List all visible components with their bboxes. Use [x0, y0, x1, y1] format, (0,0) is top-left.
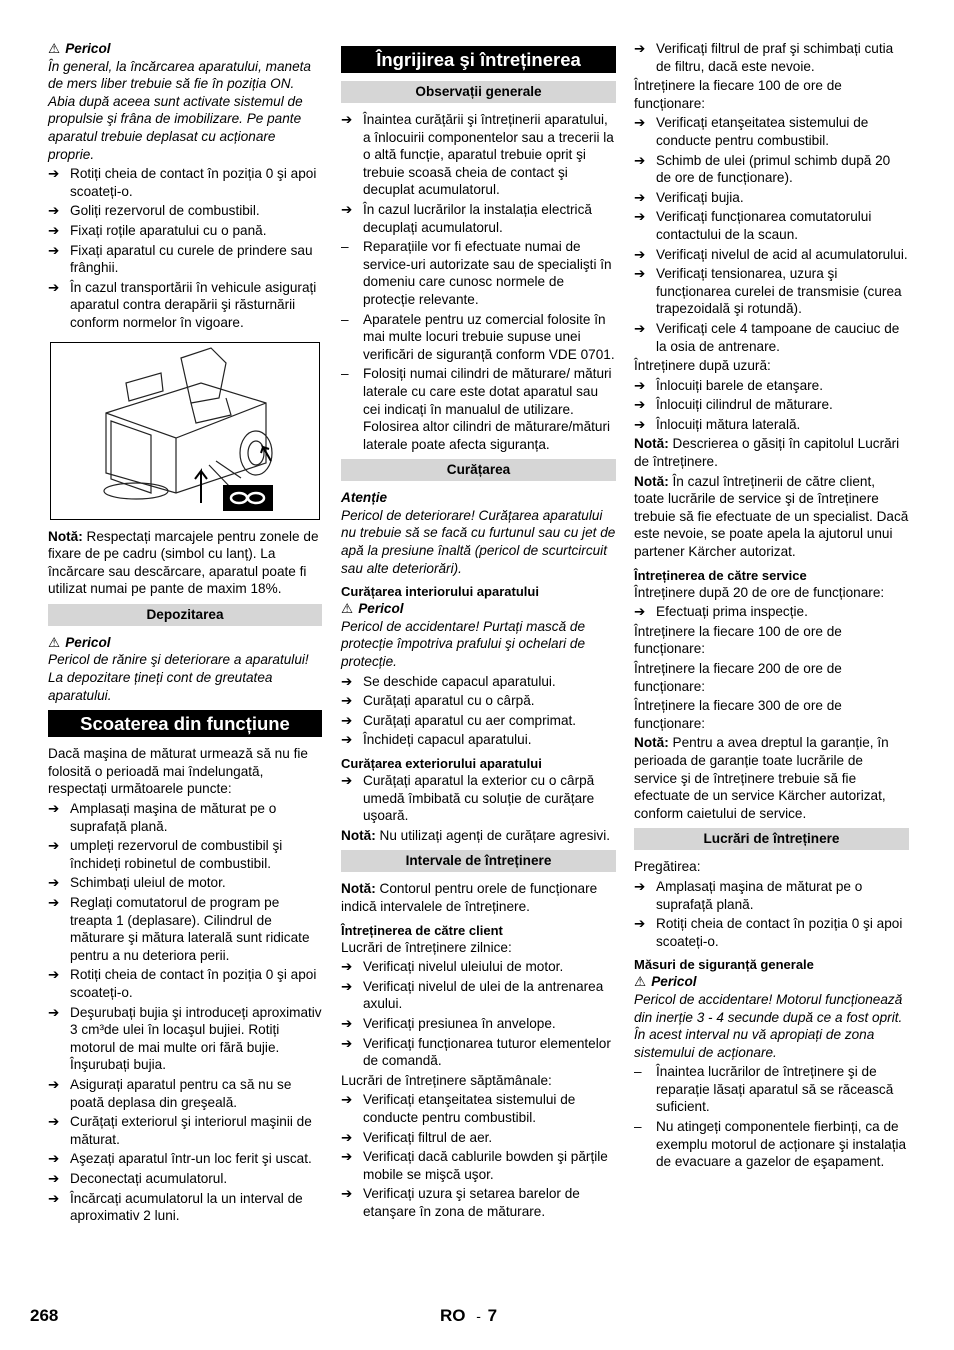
interval-label: Întreținere la fiecare 100 de ore de funcționare:: [634, 78, 842, 111]
list-item: [48, 800, 322, 835]
arrow-right-icon: ➔: [48, 242, 60, 258]
list-item: [48, 222, 322, 240]
arrow-list: [341, 673, 616, 749]
arrow-right-icon: ➔: [48, 1004, 60, 1020]
arrow-right-icon: ➔: [634, 266, 646, 282]
list-item-text: Se deschide capacul aparatului.: [363, 673, 556, 689]
arrow-right-icon: ➔: [634, 916, 646, 932]
section-cleaning: Curățarea: [341, 459, 616, 481]
dash-marker: –: [341, 311, 349, 327]
list-item: [634, 246, 909, 264]
heading-care: Îngrijirea şi întreținerea: [341, 46, 616, 73]
list-item: [341, 365, 616, 453]
list-item-text: Verificați cele 4 tampoane de cauciuc de la osia de antrenare.: [656, 320, 900, 354]
heading-service: Întreținerea de către service: [634, 567, 807, 583]
warning-text: Pericol de accidentare! Motorul funcționează din inerție 3 - 4 secunde după ce a fost oprit. În acest interval nu vă apropiați de zona sistemului de acționare.: [634, 991, 903, 1060]
arrow-right-icon: ➔: [48, 967, 60, 983]
list-item: [341, 958, 616, 976]
column-right: [634, 40, 909, 1173]
arrow-right-icon: ➔: [341, 732, 353, 748]
arrow-right-icon: ➔: [48, 203, 60, 219]
list-item-text: Rotiți cheia de contact în poziția 0 şi apoi scoateți-o.: [70, 967, 317, 1000]
list-item: [48, 202, 322, 220]
arrow-list: [634, 40, 909, 75]
list-item: [48, 1190, 322, 1225]
arrow-right-icon: ➔: [341, 712, 353, 728]
sweeper-drawing: [51, 343, 319, 519]
list-item-text: Fixați roțile aparatului cu o pană.: [70, 222, 267, 238]
arrow-list: [341, 1091, 616, 1220]
list-item: [634, 915, 909, 950]
warning-triangle-icon: ⚠: [48, 634, 61, 650]
warning-heading: ⚠ Pericol: [341, 601, 404, 617]
arrow-list: [341, 958, 616, 1070]
arrow-right-icon: ➔: [48, 875, 60, 891]
list-item: [634, 40, 909, 75]
list-item-text: Curățați aparatul cu aer comprimat.: [363, 712, 577, 728]
arrow-right-icon: ➔: [634, 377, 646, 393]
daily-label: Lucrări de întreținere zilnice:: [341, 939, 512, 955]
list-item-text: Rotiți cheia de contact în poziția 0 şi apoi scoateți-o.: [656, 916, 903, 949]
list-item-text: Verificați etanşeitatea sistemului de conducte pentru combustibil.: [656, 115, 869, 148]
interval-label: Întreținere la fiecare 300 de ore de funcționare:: [634, 698, 842, 731]
interval-label: Întreținere la fiecare 100 de ore de funcționare:: [634, 623, 842, 657]
arrow-right-icon: ➔: [48, 838, 60, 854]
list-item-text: Verificați dacă cablurile bowden şi părțile mobile se mişcă uşor.: [363, 1149, 608, 1182]
list-item-text: Închideți capacul aparatului.: [363, 732, 532, 748]
arrow-right-icon: ➔: [48, 1076, 60, 1092]
list-item: [48, 1170, 322, 1188]
arrow-right-icon: ➔: [634, 246, 646, 262]
note: Notă: Descrierea o găsiți în capitolul Lucrări de întreținere.: [634, 436, 900, 470]
dash-marker: –: [634, 1064, 642, 1080]
list-item-text: Înaintea lucrărilor de întreținere şi de reparație lăsați aparatul să se răcească suficient.: [656, 1064, 894, 1115]
arrow-right-icon: ➔: [48, 1114, 60, 1130]
list-item: [48, 165, 322, 200]
list-item-text: Verificați nivelul de acid al acumulatorului.: [656, 246, 908, 262]
list-item: [634, 878, 909, 913]
list-item-text: Amplasați maşina de măturat pe o suprafață plană.: [70, 801, 277, 834]
arrow-right-icon: ➔: [341, 978, 353, 994]
arrow-right-icon: ➔: [634, 152, 646, 168]
arrow-right-icon: ➔: [341, 1015, 353, 1031]
warning-triangle-icon: ⚠: [48, 41, 61, 56]
list-item-text: Încărcați acumulatorul la un interval de aproximativ 2 luni.: [70, 1190, 303, 1224]
list-item: [634, 208, 909, 243]
arrow-right-icon: ➔: [634, 397, 646, 413]
list-item-text: Folosiți numai cilindri de măturare/ mături laterale cu care este dotat aparatul sau cei indicați în manualul de utilizare. Folosirea altor cilindri de măturare/mături laterale poate afecta siguranța.: [363, 366, 612, 452]
arrow-right-icon: ➔: [634, 878, 646, 894]
list-item-text: Verificați nivelul uleiului de motor.: [363, 959, 564, 975]
list-item: [341, 311, 616, 364]
list-item: [634, 377, 909, 395]
list-item-text: Deşurubați bujia şi introduceți aproximativ 3 cm³de ulei în locaşul bujiei. Rotiți motorul de mai multe ori fără bujie. Înşurubați bujia.: [70, 1004, 322, 1073]
list-item-text: În cazul lucrărilor la instalația electrică decuplați acumulatorul.: [363, 201, 592, 235]
list-item-text: Verificați funcționarea tuturor elementelor de comandă.: [363, 1035, 611, 1069]
list-item-text: Reparațiile vor fi efectuate numai de service-uri autorizate sau de specialişti în domeniu care cunosc normele de protecție relevante.: [363, 239, 612, 307]
list-item: [634, 416, 909, 434]
arrow-right-icon: ➔: [341, 673, 353, 689]
list-item-text: Verificați filtrul de praf şi schimbați cutia de filtru, dacă este nevoie.: [656, 41, 894, 74]
list-item-text: umpleți rezervorul de combustibil şi închideți robinetul de combustibil.: [70, 838, 283, 871]
list-item-text: Asigurați aparatul pentru ca să nu se poată deplasa din greşeală.: [70, 1076, 292, 1110]
column-left: [48, 40, 322, 1227]
mixed-list: [341, 111, 616, 453]
dash-marker: –: [341, 366, 349, 382]
list-item: [341, 978, 616, 1013]
list-item-text: Aşezați aparatul într-un loc ferit şi uscat.: [70, 1151, 312, 1167]
list-item-text: Nu atingeți componentele fierbinți, ca de exemplu motorul de acționare şi instalația de evacuare a gazelor de eşapament.: [656, 1119, 907, 1170]
list-item-text: Reglați comutatorul de program pe treapta 1 (deplasare). Cilindrul de măturare şi mătura laterală sunt ridicate pentru a nu deteriora perii.: [70, 895, 310, 963]
arrow-right-icon: ➔: [634, 320, 646, 336]
arrow-list: [634, 377, 909, 434]
list-item-text: Înlocuiți cilindrul de măturare.: [656, 397, 833, 413]
weekly-label: Lucrări de întreținere săptămânale:: [341, 1072, 552, 1088]
note: Notă: Respectați marcajele pentru zonele de fixare de pe cadru (simbol cu lanț). La încărcare sau descărcare, aparatul poate fi utilizat numai pe pante de maxim 18%.: [48, 528, 319, 597]
warning-heading: ⚠ Pericol: [48, 634, 111, 650]
heading-decommission: Scoaterea din funcțiune: [48, 710, 322, 737]
interval-label: Întreținere după 20 de ore de funcționare:: [634, 584, 885, 600]
list-item: [634, 603, 909, 621]
list-item: [48, 1076, 322, 1111]
dash-marker: –: [341, 239, 349, 255]
list-item-text: Verificați etanşeitatea sistemului de conducte pentru combustibil.: [363, 1092, 576, 1125]
list-item: [634, 320, 909, 355]
list-item: [634, 1063, 909, 1116]
list-item: [48, 966, 322, 1001]
warning-triangle-icon: ⚠: [634, 974, 647, 990]
arrow-right-icon: ➔: [48, 1190, 60, 1206]
list-item-text: În cazul transportării în vehicule asigurați aparatul contra derapării şi răsturnării conform normelor în vigoare.: [70, 279, 317, 330]
warning-text: Pericol de accidentare! Purtați mască de protecție împotriva prafului şi ochelari de protecție.: [341, 618, 586, 670]
list-item-text: Amplasați maşina de măturat pe o suprafață plană.: [656, 878, 863, 912]
list-item-text: Goliți rezervorul de combustibil.: [70, 203, 260, 219]
machine-illustration: [50, 342, 320, 520]
list-item-text: Fixați aparatul cu curele de prindere sau frânghii.: [70, 242, 313, 276]
section-works: Lucrări de întreținere: [634, 828, 909, 850]
list-item: [341, 1185, 616, 1220]
arrow-list: [634, 878, 909, 950]
arrow-right-icon: ➔: [341, 1129, 353, 1145]
list-item: [634, 396, 909, 414]
arrow-right-icon: ➔: [341, 693, 353, 709]
arrow-right-icon: ➔: [48, 895, 60, 910]
arrow-right-icon: ➔: [341, 773, 353, 788]
list-item: [341, 692, 616, 710]
list-item: [634, 152, 909, 187]
note: Notă: Pentru a avea dreptul la garanție, în perioada de garanție toate lucrările de service şi de întreținere trebuie să fie efectuate de un service Kärcher autorizat, conform caietului de service.: [634, 735, 889, 821]
attention-heading: Atenție: [341, 490, 388, 506]
dash-marker: –: [634, 1119, 642, 1135]
arrow-list: [634, 603, 909, 621]
arrow-list: [341, 772, 616, 825]
note: Notă: Nu utilizați agenți de curățare agresivi.: [341, 827, 610, 843]
arrow-list: [48, 165, 322, 331]
arrow-right-icon: ➔: [634, 189, 646, 205]
arrow-right-icon: ➔: [48, 222, 60, 238]
arrow-right-icon: ➔: [48, 279, 60, 295]
list-item: [341, 1148, 616, 1183]
arrow-right-icon: ➔: [48, 166, 60, 182]
list-item: [341, 772, 616, 825]
arrow-right-icon: ➔: [634, 209, 646, 225]
list-item: [48, 874, 322, 892]
arrow-right-icon: ➔: [48, 801, 60, 817]
list-item-text: Înaintea curățării şi întreținerii aparatului, a înlocuirii componentelor sau a trecerii la o altă funcție, aparatul trebuie oprit şi trebuie scoasă cheia de contact şi decuplat acumulatorul.: [363, 112, 614, 198]
list-item-text: Deconectați acumulatorul.: [70, 1170, 228, 1186]
list-item-text: Verificați filtrul de aer.: [363, 1129, 493, 1145]
list-item: [341, 731, 616, 749]
arrow-right-icon: ➔: [634, 115, 646, 131]
list-item-text: Înlocuiți barele de etanşare.: [656, 377, 824, 393]
list-item: [341, 1091, 616, 1126]
attention-text: Pericol de deteriorare! Curățarea aparatului nu trebuie să se facă cu furtunul sau cu jet de apă la presiune înaltă (pericol de scurtcircuit sau alte deteriorări).: [341, 507, 616, 576]
list-item: [341, 1129, 616, 1147]
list-item-text: Verificați nivelul de ulei de la antrenarea axului.: [363, 978, 604, 1012]
arrow-list: [48, 800, 322, 1225]
interval-label: Întreținere la fiecare 200 de ore de funcționare:: [634, 661, 842, 694]
list-item-text: Curățați aparatul la exterior cu o cârpă umedă îmbibată cu soluție de curățare uşoară.: [363, 773, 595, 824]
list-item-text: Efectuați prima inspecție.: [656, 604, 808, 620]
arrow-right-icon: ➔: [341, 201, 353, 217]
list-item-text: Curățați aparatul cu o cârpă.: [363, 693, 535, 709]
list-item-text: Verificați uzura şi setarea barelor de etanşare în zona de măturare.: [363, 1186, 580, 1219]
list-item: [634, 189, 909, 207]
list-item-text: Verificați bujia.: [656, 189, 744, 205]
list-item-text: Schimb de ulei (primul schimb după 20 de ore de funcționare).: [656, 152, 891, 186]
list-item: [634, 1118, 909, 1171]
page-number: 268: [30, 1306, 59, 1325]
wear-label: Întreținere după uzură:: [634, 358, 771, 374]
arrow-right-icon: ➔: [341, 1149, 353, 1165]
list-item: [48, 1004, 322, 1074]
list-item: [341, 673, 616, 691]
list-item: [341, 1035, 616, 1070]
arrow-right-icon: ➔: [341, 959, 353, 975]
arrow-right-icon: ➔: [341, 1035, 353, 1051]
arrow-right-icon: ➔: [341, 112, 353, 127]
list-item-text: Verificați funcționarea comutatorului contactului de la scaun.: [656, 209, 872, 242]
list-item-text: Rotiți cheia de contact în poziția 0 şi apoi scoateți-o.: [70, 166, 317, 199]
list-item: [48, 894, 322, 964]
dash-list: [634, 1063, 909, 1171]
arrow-right-icon: ➔: [341, 1186, 353, 1202]
prep-label: Pregătirea:: [634, 859, 701, 875]
heading-exterior: Curățarea exteriorului aparatului: [341, 756, 542, 771]
list-item-text: Înlocuiți mătura laterală.: [656, 416, 801, 432]
list-item: [48, 242, 322, 277]
section-storage: Depozitarea: [48, 604, 322, 626]
list-item: [341, 201, 616, 236]
section-general: Observații generale: [341, 81, 616, 103]
note: Notă: Contorul pentru orele de funcționare indică intervalele de întreținere.: [341, 881, 598, 914]
list-item-text: Aparatele pentru uz comercial folosite în mai multe locuri trebuie supuse unei verificări de siguranță conform VDE 0701.: [363, 311, 615, 362]
list-item-text: Verificați tensionarea, uzura şi funcționarea curelei de transmisie (curea trapezoidală şi rotundă).: [656, 266, 902, 317]
list-item-text: Curățați exteriorul şi interiorul maşinii de măturat.: [70, 1114, 312, 1147]
list-item: [48, 279, 322, 332]
list-item-text: Verificați presiunea în anvelope.: [363, 1015, 556, 1031]
list-item: [48, 1113, 322, 1148]
list-item: [341, 111, 616, 199]
list-item: [341, 238, 616, 308]
arrow-right-icon: ➔: [634, 416, 646, 432]
list-item: [634, 265, 909, 318]
arrow-right-icon: ➔: [341, 1092, 353, 1108]
warning-triangle-icon: ⚠: [341, 601, 354, 617]
intro-text: Dacă maşina de măturat urmează să nu fie folosită o perioadă mai îndelungată, respectați următoarele puncte:: [48, 746, 308, 797]
list-item: [48, 1150, 322, 1168]
warning-heading: ⚠ Pericol: [634, 974, 697, 990]
list-item-text: Schimbați uleiul de motor.: [70, 875, 226, 891]
warning-heading: ⚠ Pericol: [48, 41, 111, 56]
list-item: [634, 114, 909, 149]
note: Notă: În cazul întreținerii de către client, toate lucrările de service şi de întreținere trebuie să fie efectuate de un specialist. Dacă este nevoie, se poate apela la ajutorul unui partener Kärcher autorizat.: [634, 473, 909, 560]
arrow-right-icon: ➔: [634, 41, 646, 56]
warning-text: Pericol de rănire şi deteriorare a aparatului! La depozitare țineți cont de greutatea aparatului.: [48, 652, 309, 703]
page-lang: RO - 7: [440, 1306, 498, 1325]
heading-interior: Curățarea interiorului aparatului: [341, 584, 539, 600]
warning-text: În general, la încărcarea aparatului, maneta de mers liber trebuie să fie în poziția ON. Abia după aceea sunt activate sistemul de propulsie şi frâna de imobilizare. Pe pante aparatul trebuie deplasat cu acționare proprie.: [48, 58, 311, 162]
heading-safety: Măsuri de siguranță generale: [634, 957, 814, 973]
list-item: [341, 712, 616, 730]
column-middle: [341, 40, 616, 1222]
arrow-right-icon: ➔: [48, 1170, 60, 1186]
arrow-right-icon: ➔: [634, 604, 646, 620]
list-item: [48, 837, 322, 872]
arrow-list: [634, 114, 909, 355]
arrow-right-icon: ➔: [48, 1151, 60, 1167]
section-intervals: Intervale de întreținere: [341, 850, 616, 872]
list-item: [341, 1015, 616, 1033]
heading-client: Întreținerea de către client: [341, 922, 503, 938]
